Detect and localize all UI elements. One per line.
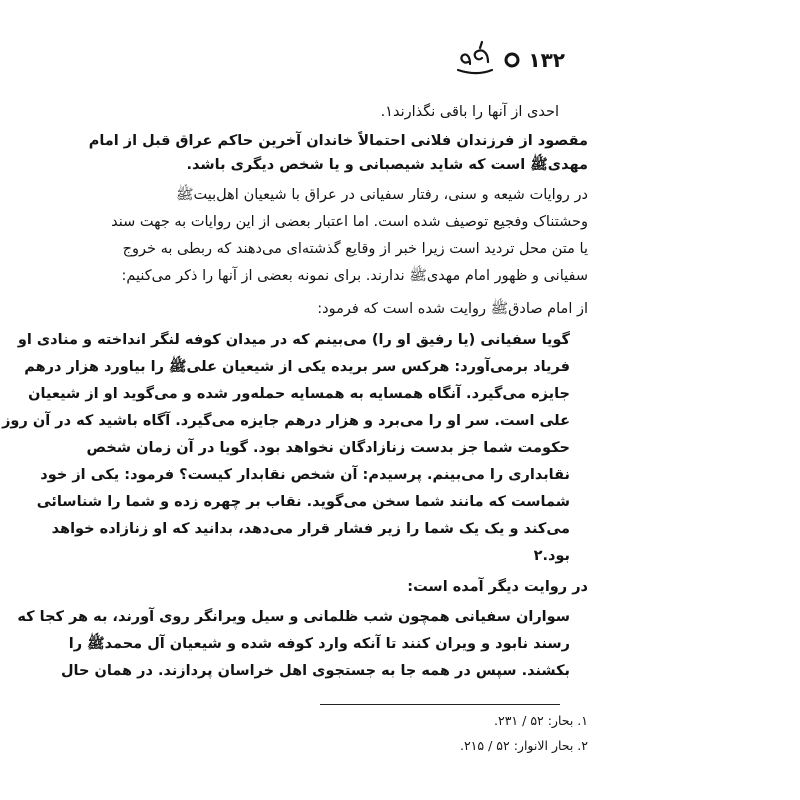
text-line: سفیانی و ظهور امام مهدیﷺ ندارند. برای نمونه بعضی از آنها را ذکر می‌کنیم: (121, 268, 588, 284)
text-line: از امام صادقﷺ روایت شده است که فرمود: (317, 301, 588, 317)
quote-line: نقابداری را می‌بینم. پرسیدم: آن شخص نقابدار کیست؟ فرمود: یکی از خود (40, 467, 570, 483)
text-line: در روایات شیعه و سنی، رفتار سفیانی در عراق با شیعیان اهل‌بیتﷺ (176, 187, 588, 203)
quote-line: بکشند. سپس در همه جا به جستجوی اهل خراسان پردازند. در همان حال (60, 663, 570, 679)
text-line: وحشتناک وفجیع توصیف شده است. اما اعتبار بعضی از این روایات به جهت سند (111, 214, 588, 230)
quote-line: شماست که مانند شما سخن می‌گوید. نقاب بر چهره زده و شما را شناسائی (36, 494, 570, 510)
text-line: یا متن محل تردید است زیرا خبر از وقایع گذشته‌ای می‌دهند که ربطی به خروج (122, 241, 588, 257)
page-number: ۱۳۲ (528, 48, 565, 72)
quote-line: رسند نابود و ویران کنند تا آنکه وارد کوفه شده و شیعیان آل محمدﷺ را (68, 636, 570, 652)
footnote: ۲. بحار الانوار: ۵۲ / ۲۱۵. (459, 738, 588, 753)
footnote-separator (320, 704, 560, 705)
quote-line: گویا سفیانی (یا رفیق او را) می‌بینم که در میدان کوفه لنگر انداخته و منادی او (17, 332, 570, 348)
text-line: مهدیﷺ است که شاید شیصبانی و یا شخص دیگری باشد. (186, 157, 588, 173)
quote-line: می‌کند و یک یک شما را زیر فشار قرار می‌دهد، بدانید که او زنازاده خواهد (51, 521, 570, 537)
quote-line: جایزه می‌گیرد. آنگاه همسایه به همسایه حمله‌ور شده و می‌گوید او از شیعیان (28, 386, 570, 402)
book-logo (452, 40, 496, 80)
page-header (405, 40, 565, 80)
text-line: مقصود از فرزندان فلانی احتمالاً خاندان آخرین حاکم عراق قبل از امام (88, 133, 588, 149)
quote-line: حکومت شما جز بدست زنازادگان نخواهد بود. گویا در آن زمان شخص (86, 440, 570, 456)
quote-line: علی است. سر او را می‌برد و هزار درهم جایزه می‌گیرد. آگاه باشید که در آن روز (2, 413, 570, 429)
text-line: در روایت دیگر آمده است: (407, 579, 588, 595)
footnote: ۱. بحار: ۵۲ / ۲۳۱. (494, 713, 588, 728)
text-line: احدی از آنها را باقی نگذارند۱. (380, 104, 559, 120)
quote-line: فریاد برمی‌آورد: هرکس سر بریده یکی از شیعیان علیﷺ را بیاورد هزار درهم (24, 359, 570, 375)
quote-line: سواران سفیانی همچون شب ظلمانی و سیل ویرانگر روی آورند، به هر کجا که (17, 609, 570, 625)
quote-line: بود.۲ (533, 548, 570, 564)
bullet-icon (504, 52, 520, 68)
